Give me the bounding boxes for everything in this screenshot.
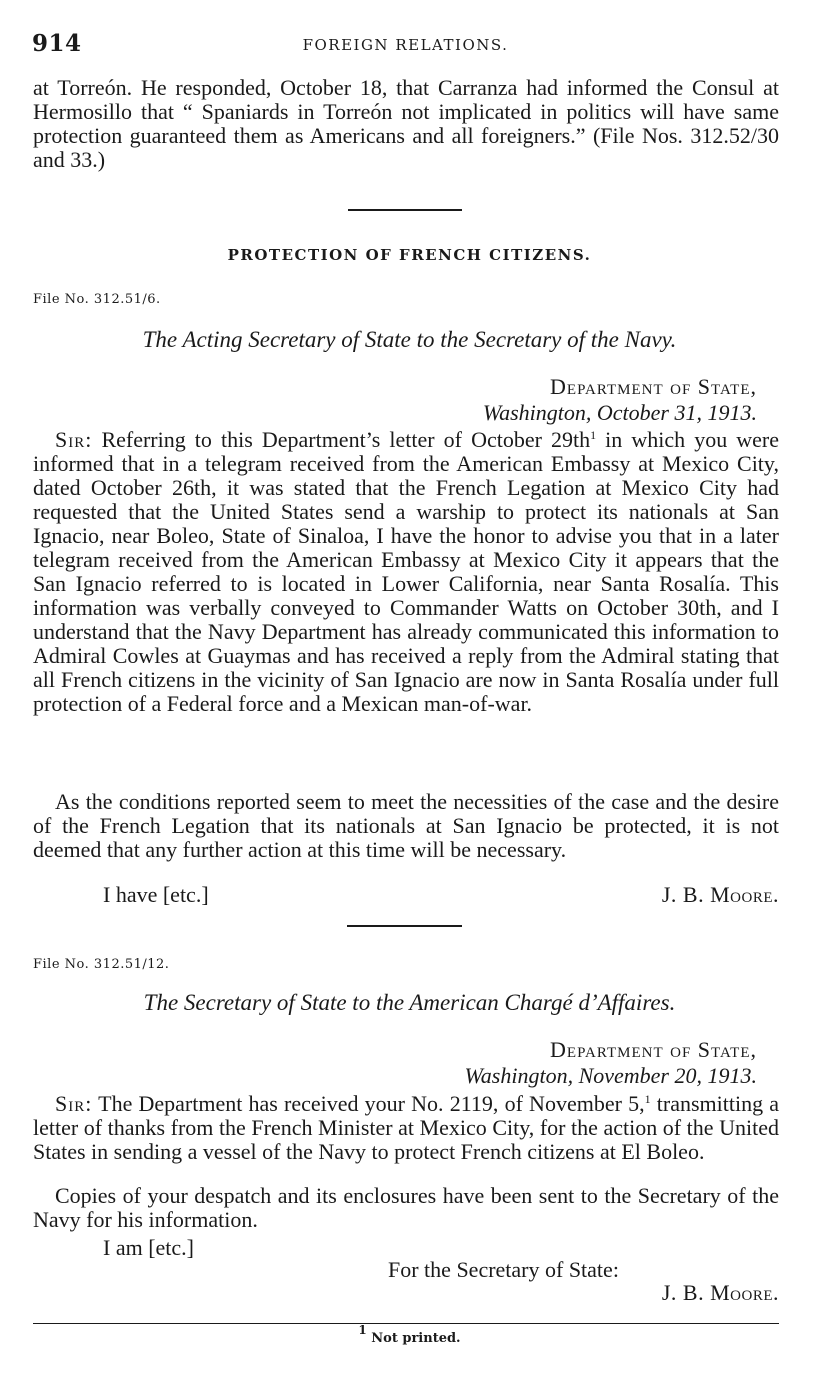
dateline: [483, 374, 757, 426]
department-name: Department of State,: [550, 374, 757, 399]
for-line: For the Secretary of State:: [388, 1257, 619, 1282]
complimentary-close: I am [etc.]: [103, 1235, 194, 1260]
paragraph-text: in which you were informed that in a telegram received from the American Embassy at Mexico City, dated October 26th, it was stated that the French Legation at Mexico City had requested that the United States send a warship to protect its nationals at San Ignacio, near Boleo, State of Sinaloa, I have the honor to advise you that in a later telegram received from the American Embassy at Mexico City it appears that the San Ignacio referred to is located in Lower California, near Santa Rosalía. This information was verbally conveyed to Commander Watts on October 30th, and I understand that the Navy Department has already communicated this information to Admiral Cowles at Guaymas and has received a reply from the Admiral stating that all French citizens in the vicinity of San Ignacio are now in Santa Rosalía under full protection of a Federal force and a Mexican man-of-war.: [33, 427, 780, 716]
continuation-paragraph: at Torreón. He responded, October 18, that Carranza had informed the Consul at Hermosillo that “ Spaniards in Torreón not implicated in politics will have same protection guaranteed them as Americans and all foreigners.” (File Nos. 312.52/30 and 33.): [33, 75, 779, 172]
paragraph-text: Referring to this Department’s letter of October 29th: [101, 427, 591, 452]
salutation: Sir:: [55, 1091, 93, 1116]
letter-paragraph: Copies of your despatch and its enclosures have been sent to the Secretary of the Navy for his information.: [33, 1183, 779, 1232]
footnote-reference: 1: [590, 428, 597, 442]
place-date: Washington, October 31, 1913.: [482, 400, 757, 425]
place-date: Washington, November 20, 1913.: [464, 1063, 757, 1088]
file-number: File No. 312.51/6.: [33, 292, 161, 307]
page-number: 914: [32, 30, 82, 57]
document-title: The Acting Secretary of State to the Secretary of the Navy.: [142, 327, 677, 352]
footnote: [0, 1323, 819, 1346]
signature: J. B. Moore.: [661, 1280, 779, 1305]
letter-paragraph: [33, 1092, 779, 1164]
footnote-reference: 1: [644, 1092, 651, 1106]
running-head: [32, 30, 779, 60]
dateline: [464, 1037, 757, 1089]
section-divider: [348, 209, 462, 211]
letter-paragraph: As the conditions reported seem to meet the necessities of the case and the desire of the French Legation that its nationals at San Ignacio be protected, it is not deemed that any further action at this time will be necessary.: [33, 789, 779, 862]
document-title: The Secretary of State to the American Chargé d’Affaires.: [143, 990, 676, 1015]
paragraph-text: transmitting a letter of thanks from the French Minister at Mexico City, for the action of the United States in sending a vessel of the Navy to protect French citizens at El Boleo.: [33, 1091, 780, 1164]
signature: J. B. Moore.: [661, 882, 779, 907]
footnote-text: Not printed.: [371, 1331, 461, 1346]
complimentary-close: I have [etc.]: [103, 882, 209, 907]
section-divider: [347, 925, 462, 927]
running-title: FOREIGN RELATIONS.: [302, 36, 509, 54]
letter-paragraph: [33, 428, 779, 716]
footnote-mark: 1: [358, 1323, 367, 1337]
file-number: File No. 312.51/12.: [33, 957, 170, 972]
footnote-rule: [33, 1323, 779, 1324]
paragraph-text: The Department has received your No. 2119, of November 5,: [98, 1091, 645, 1116]
section-heading: PROTECTION OF FRENCH CITIZENS.: [227, 246, 592, 264]
department-name: Department of State,: [550, 1037, 757, 1062]
salutation: Sir:: [55, 427, 93, 452]
